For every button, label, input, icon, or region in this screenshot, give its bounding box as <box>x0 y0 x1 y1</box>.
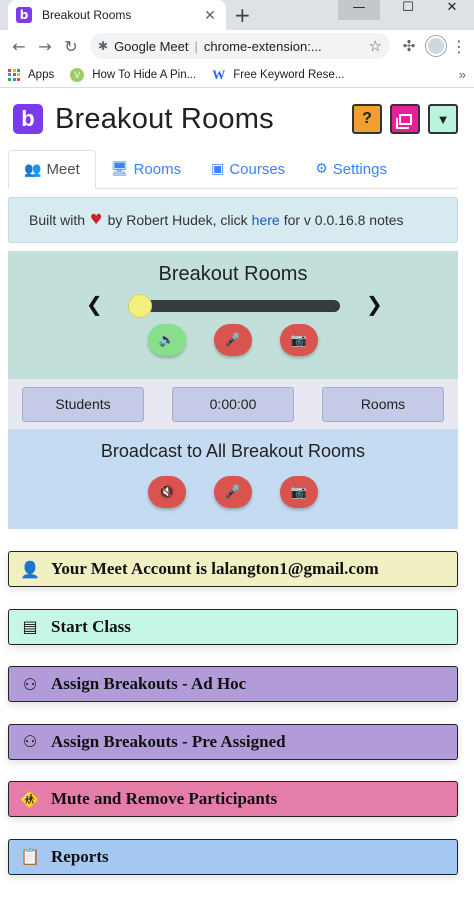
action-label: Assign Breakouts - Ad Hoc <box>51 674 247 693</box>
user-icon: 👤 <box>20 559 40 579</box>
new-tab-button[interactable]: + <box>234 3 251 27</box>
nav-tabs <box>8 150 458 189</box>
info-row <box>8 379 458 429</box>
reload-icon[interactable]: ↻ <box>64 36 78 56</box>
bookmark-label: How To Hide A Pin... <box>92 68 197 81</box>
v-circle-icon: V <box>70 68 84 82</box>
panel-title: Breakout Rooms <box>158 263 308 285</box>
room-slider-row <box>8 290 458 320</box>
collapse-button[interactable] <box>428 104 458 134</box>
room-controls <box>8 324 458 356</box>
window-close-button[interactable]: ✕ <box>446 0 458 15</box>
chevron-right-icon[interactable]: ❯ <box>366 292 383 316</box>
action-label: Start Class <box>51 616 131 636</box>
bookmark-label: Apps <box>28 68 55 81</box>
bookmark-label: Free Keyword Rese... <box>233 68 345 81</box>
tab-courses[interactable] <box>196 150 300 188</box>
bookmark-apps[interactable] <box>8 69 54 81</box>
app-logo: b <box>13 104 43 134</box>
mute-remove-participants-button[interactable] <box>8 781 458 817</box>
tab-label: Meet <box>46 161 80 178</box>
tab-rooms[interactable] <box>96 150 196 188</box>
chevron-left-icon[interactable]: ❮ <box>86 292 103 316</box>
users-icon: 👥 <box>24 161 42 178</box>
minimize-button[interactable]: — <box>338 0 380 20</box>
sitemap-icon: ⚇ <box>22 732 38 751</box>
bookmark-item[interactable] <box>212 67 344 83</box>
slider-thumb[interactable] <box>128 294 152 318</box>
reports-button[interactable] <box>8 839 458 875</box>
microphone-slash-icon[interactable]: 🎤 <box>214 476 252 508</box>
notice-text: for v 0.0.16.8 notes <box>283 212 404 228</box>
broadcast-panel <box>8 429 458 529</box>
browser-tab[interactable] <box>8 0 226 30</box>
chalkboard-teacher-icon: ▣ <box>211 161 225 177</box>
address-bar[interactable] <box>90 33 390 59</box>
tab-label: Rooms <box>133 160 182 178</box>
star-icon[interactable]: ☆ <box>368 37 382 55</box>
address-site: Google Meet <box>114 38 189 54</box>
extensions-icon[interactable]: ✣ <box>402 37 416 55</box>
release-notes-link[interactable]: here <box>251 212 280 228</box>
close-icon[interactable]: ✕ <box>204 6 216 23</box>
tab-favicon-icon: b <box>16 7 32 23</box>
address-url: chrome-extension:... <box>203 38 322 54</box>
breakout-rooms-panel <box>8 251 458 379</box>
w-icon: W <box>212 66 226 82</box>
start-class-button[interactable] <box>8 609 458 645</box>
video-slash-icon[interactable]: 📷 <box>280 476 318 508</box>
action-label: Assign Breakouts - Pre Assigned <box>51 731 286 751</box>
tab-title: Breakout Rooms <box>42 8 132 22</box>
chevron-down-icon: ▼ <box>436 111 450 127</box>
forward-arrow-icon[interactable]: → <box>38 36 52 56</box>
kebab-menu-icon[interactable]: ⋮ <box>451 36 467 56</box>
action-label: Reports <box>51 846 109 866</box>
assign-breakouts-adhoc-button[interactable] <box>8 666 458 702</box>
browser-toolbar <box>0 30 474 62</box>
broadcast-title: Broadcast to All Breakout Rooms <box>100 441 366 461</box>
extension-puzzle-icon: ✱ <box>98 39 109 53</box>
popup-header <box>8 96 458 142</box>
rooms-button[interactable]: Rooms <box>322 387 444 422</box>
popout-button[interactable] <box>390 104 420 134</box>
action-list <box>8 551 458 875</box>
assign-breakouts-preassigned-button[interactable] <box>8 724 458 760</box>
window-restore-icon <box>399 114 412 125</box>
clipboard-icon: 📋 <box>20 847 40 866</box>
monitor-icon: 🖥 <box>110 161 129 177</box>
apps-grid-icon <box>8 69 20 81</box>
heart-icon: ♥ <box>90 212 103 228</box>
notice-text: by Robert Hudek, click <box>107 212 248 228</box>
microphone-slash-icon[interactable]: 🎤 <box>214 324 252 356</box>
version-notice <box>8 197 458 243</box>
extension-popup <box>0 96 474 875</box>
address-separator: | <box>194 38 198 54</box>
sitemap-icon: ⚇ <box>22 674 38 694</box>
maximize-button[interactable]: ☐ <box>402 0 414 15</box>
bookmarks-more-button[interactable]: » <box>458 67 466 82</box>
action-label: Mute and Remove Participants <box>51 789 278 808</box>
gear-icon: ⚙ <box>315 161 328 177</box>
timer-display: 0:00:00 <box>172 387 294 422</box>
students-button[interactable]: Students <box>22 387 144 422</box>
broadcast-controls <box>8 476 458 508</box>
video-slash-icon[interactable]: 📷 <box>280 324 318 356</box>
action-label: Your Meet Account is lalangton1@gmail.com <box>51 559 379 578</box>
help-button[interactable]: ? <box>352 104 382 134</box>
volume-up-icon[interactable]: 🔊 <box>148 324 186 356</box>
window-controls <box>338 0 474 30</box>
tab-label: Courses <box>229 160 286 178</box>
header-buttons <box>352 104 458 134</box>
id-card-icon: ▤ <box>22 617 38 636</box>
room-slider[interactable] <box>128 300 340 312</box>
tab-label: Settings <box>332 160 387 178</box>
meet-account-button[interactable] <box>8 551 458 587</box>
browser-tabstrip <box>0 0 474 30</box>
back-arrow-icon[interactable]: ← <box>12 36 26 56</box>
tab-settings[interactable] <box>300 150 402 188</box>
bookmark-item[interactable] <box>70 68 196 82</box>
profile-avatar[interactable] <box>426 36 446 56</box>
notice-text: Built with <box>29 212 86 228</box>
tab-meet[interactable] <box>8 150 96 189</box>
child-icon: 🚸 <box>20 789 40 809</box>
bookmarks-bar <box>0 62 474 88</box>
page-title: Breakout Rooms <box>55 102 274 135</box>
volume-mute-icon[interactable]: 🔇 <box>148 476 186 508</box>
